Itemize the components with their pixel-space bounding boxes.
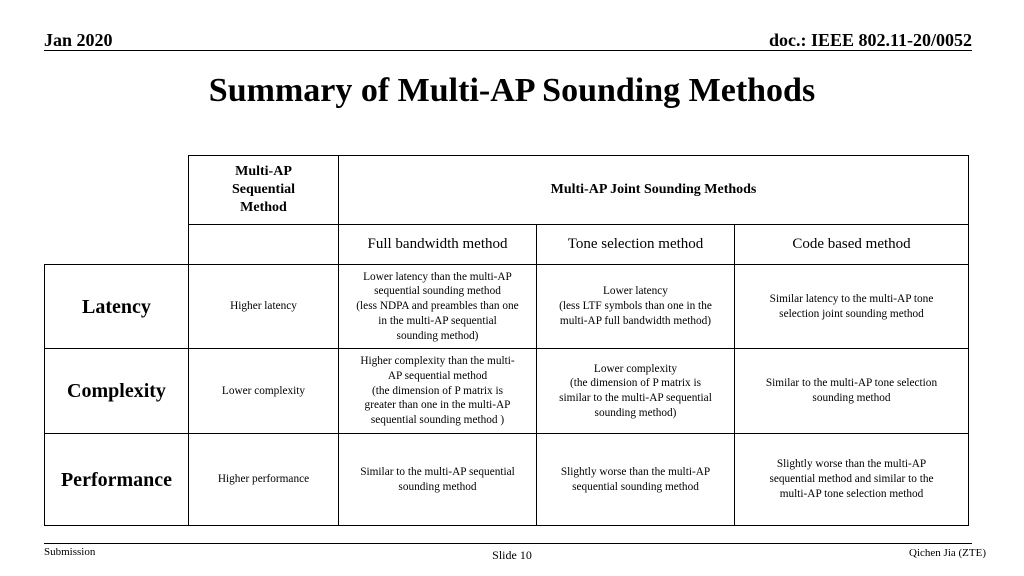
table-row <box>45 265 969 349</box>
footer-divider <box>44 543 972 544</box>
header-divider <box>44 50 972 51</box>
row-label-performance: Performance <box>45 434 189 526</box>
footer-slide-number: Slide 10 <box>492 548 532 562</box>
sequential-subheader-empty <box>189 225 339 265</box>
sequential-method-header: Multi-AP Sequential Method <box>189 156 339 225</box>
table-row <box>45 349 969 434</box>
table-header-row <box>45 156 969 225</box>
code-based-header: Code based method <box>735 225 969 265</box>
performance-sequential-cell: Higher performance <box>189 434 339 526</box>
complexity-sequential-cell: Lower complexity <box>189 349 339 434</box>
footer-submission: Submission <box>44 546 96 558</box>
latency-tone-selection-cell: Lower latency (less LTF symbols than one in the multi-AP full bandwidth method) <box>537 265 735 349</box>
table-row <box>45 434 969 526</box>
full-bandwidth-header: Full bandwidth method <box>339 225 537 265</box>
corner-cell <box>45 156 189 265</box>
latency-full-bandwidth-cell: Lower latency than the multi-AP sequential sounding method (less NDPA and preambles than one in the multi-AP sequential sounding method) <box>339 265 537 349</box>
header-doc-id: doc.: IEEE 802.11-20/0052 <box>768 30 972 50</box>
footer-author: Qichen Jia (ZTE) <box>909 547 986 559</box>
performance-full-bandwidth-cell: Similar to the multi-AP sequential sounding method <box>339 434 537 526</box>
joint-methods-header: Multi-AP Joint Sounding Methods <box>339 156 969 225</box>
row-label-latency: Latency <box>45 265 189 349</box>
performance-tone-selection-cell: Slightly worse than the multi-AP sequential sounding method <box>537 434 735 526</box>
latency-code-based-cell: Similar latency to the multi-AP tone selection joint sounding method <box>735 265 969 349</box>
complexity-tone-selection-cell: Lower complexity (the dimension of P matrix is similar to the multi-AP sequential sounding method) <box>537 349 735 434</box>
header-date: Jan 2020 <box>44 30 113 50</box>
summary-table <box>44 155 969 526</box>
row-label-complexity: Complexity <box>45 349 189 434</box>
slide-title: Summary of Multi-AP Sounding Methods <box>208 72 816 109</box>
complexity-code-based-cell: Similar to the multi-AP tone selection sounding method <box>735 349 969 434</box>
complexity-full-bandwidth-cell: Higher complexity than the multi- AP sequential method (the dimension of P matrix is greater than one in the multi-AP sequential sounding method ) <box>339 349 537 434</box>
latency-sequential-cell: Higher latency <box>189 265 339 349</box>
tone-selection-header: Tone selection method <box>537 225 735 265</box>
performance-code-based-cell: Slightly worse than the multi-AP sequential method and similar to the multi-AP tone selection method <box>735 434 969 526</box>
